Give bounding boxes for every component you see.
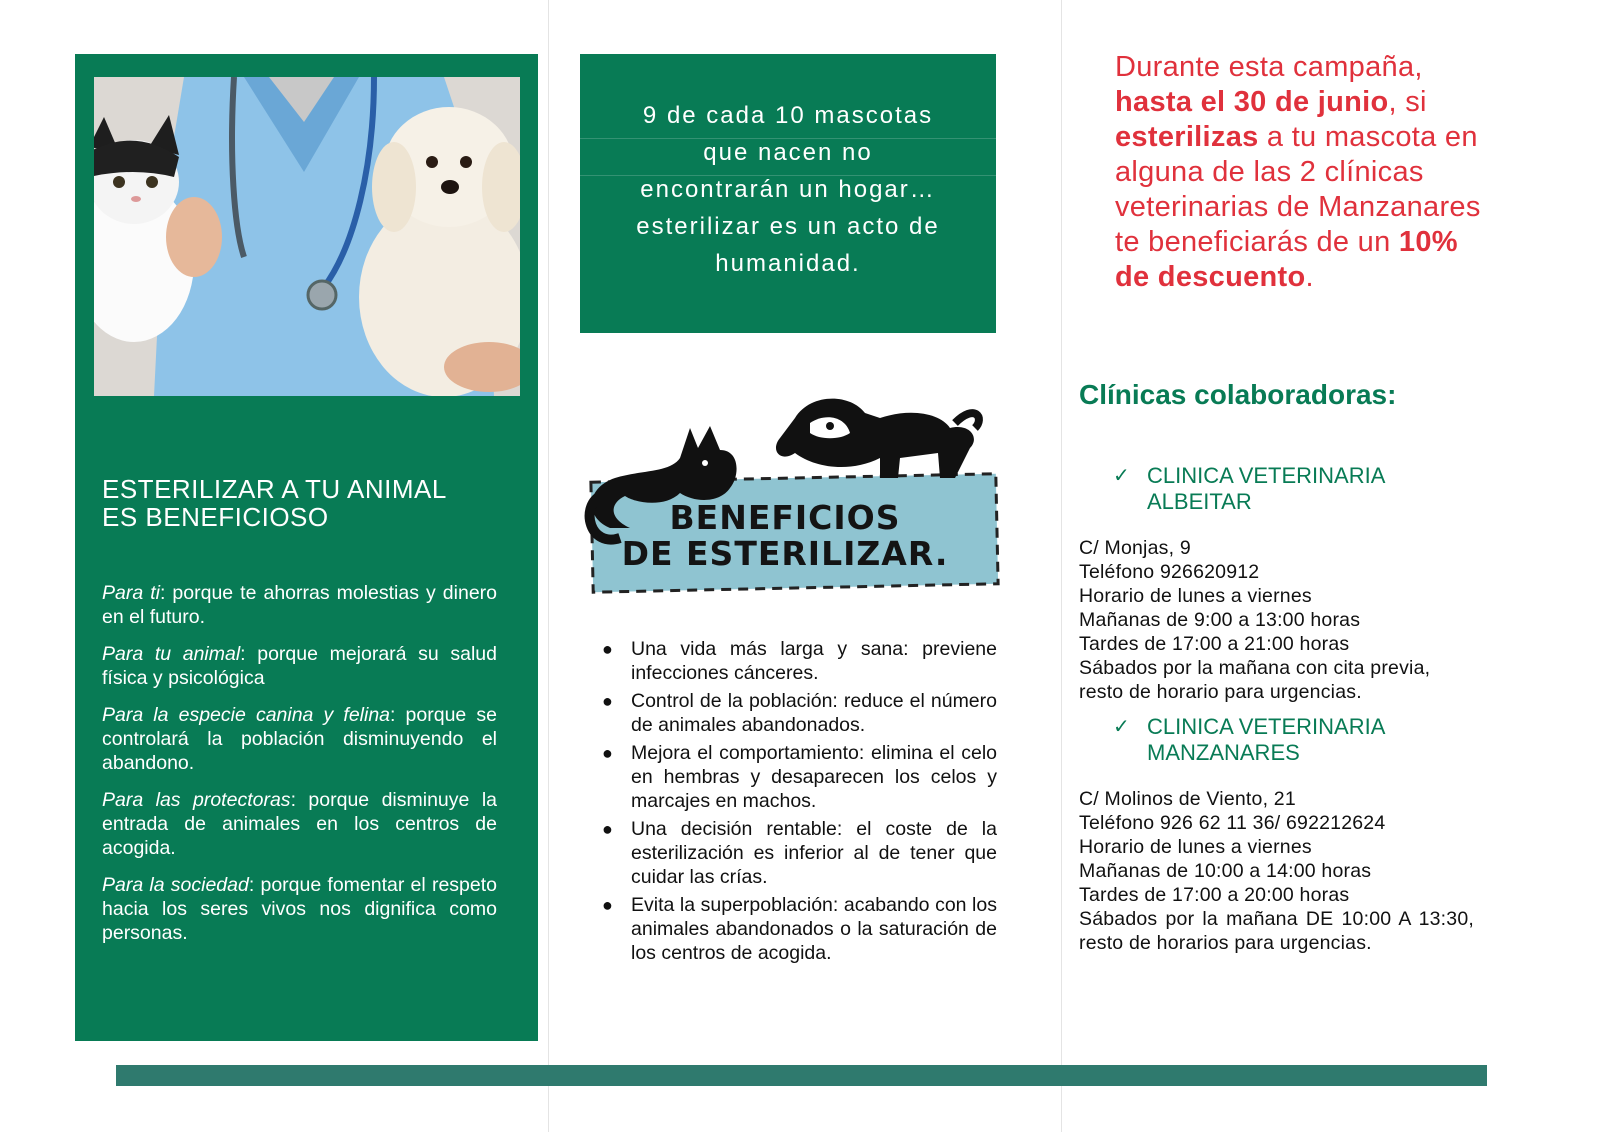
list-item: ● Una vida más larga y sana: previene infecciones cánceres. (602, 638, 997, 684)
quote-line-5: humanidad. (715, 250, 861, 277)
left-benefits (102, 581, 497, 958)
left-heading-line-1: ESTERILIZAR A TU ANIMAL (102, 474, 447, 504)
clinic-info-albeitar (1079, 536, 1474, 704)
clinic-phone: Teléfono 926 62 11 36/ 692212624 (1079, 812, 1386, 834)
list-item: ● Una decisión rentable: el coste de la esterilización es inferior al de tener que cuidar las crías. (602, 818, 997, 888)
clinic-hours-label: Horario de lunes a viernes (1079, 836, 1312, 858)
bullet-icon: ● (602, 639, 613, 659)
clinic-address: C/ Molinos de Viento, 21 (1079, 788, 1296, 810)
benefit-para-la-especie: Para la especie canina y felina: porque se controlará la población disminuyendo el abandono. (102, 704, 497, 774)
bullet-icon: ● (602, 743, 613, 763)
left-heading-line-2: ES BENEFICIOSO (102, 502, 329, 532)
promo-esterilizas: esterilizas (1115, 121, 1259, 153)
graphic-title-line-1: BENEFICIOS (669, 498, 901, 537)
cat-dog-illustration (580, 378, 1005, 608)
bullet-icon: ● (602, 819, 613, 839)
promo-text: Durante esta campaña, hasta el 30 de junio, si esterilizas a tu mascota en alguna de las 2 clínicas veterinarias de Manzanares te beneficiarás de un 10% de descuento. (1115, 51, 1481, 293)
benefits-graphic (580, 378, 1005, 608)
list-item: ● Evita la superpoblación: acabando con los animales abandonados o la saturación de los centros de acogida. (602, 894, 997, 964)
clinic-name-manzanares: ✓ CLINICA VETERINARIA MANZANARES (1113, 714, 1386, 765)
clinic-hours-saturday: Sábados por la mañana DE 10:00 A 13:30, resto de horarios para urgencias. (1079, 908, 1474, 954)
clinics-heading: Clínicas colaboradoras: (1079, 379, 1397, 410)
clinic-hours-afternoon: Tardes de 17:00 a 21:00 horas (1079, 633, 1350, 655)
fold-line-1 (548, 0, 549, 1132)
clinic-name-albeitar: ✓ CLINICA VETERINARIA ALBEITAR (1113, 463, 1386, 514)
clinic-phone: Teléfono 926620912 (1079, 561, 1260, 583)
fold-line-2 (1061, 0, 1062, 1132)
benefit-para-ti: Para ti: porque te ahorras molestias y dinero en el futuro. (102, 582, 498, 628)
check-icon: ✓ (1113, 716, 1130, 738)
promo-deadline: hasta el 30 de junio (1115, 86, 1389, 118)
check-icon: ✓ (1113, 465, 1130, 487)
list-item: ● Control de la población: reduce el número de animales abandonados. (602, 690, 997, 736)
left-panel (75, 54, 538, 1041)
clinic-address: C/ Monjas, 9 (1079, 537, 1191, 559)
clinic-hours-urgencies: resto de horario para urgencias. (1079, 681, 1362, 703)
graphic-title-line-2: DE ESTERILIZAR. (621, 534, 949, 573)
clinic-hours-label: Horario de lunes a viernes (1079, 585, 1312, 607)
list-item: ● Mejora el comportamiento: elimina el celo en hembras y desaparecen los celos y marcajes en machos. (602, 742, 997, 812)
benefit-para-la-sociedad: Para la sociedad: porque fomentar el respeto hacia los seres vivos nos dignifica como personas. (102, 874, 497, 944)
benefits-list (602, 637, 997, 969)
left-heading (102, 475, 497, 531)
bullet-icon: ● (602, 895, 613, 915)
benefit-para-las-protectoras: Para las protectoras: porque disminuye la entrada de animales en los centros de acogida. (102, 789, 497, 859)
vet-illustration (94, 77, 520, 396)
quote-line-2: que nacen no (703, 139, 873, 166)
clinic-info-manzanares (1079, 787, 1474, 955)
benefit-para-tu-animal: Para tu animal: porque mejorará su salud física y psicológica (102, 643, 497, 689)
quote-line-3: encontrarán un hogar… (640, 176, 936, 203)
clinic-hours-saturday: Sábados por la mañana con cita previa, (1079, 657, 1431, 679)
clinic-hours-afternoon: Tardes de 17:00 a 20:00 horas (1079, 884, 1350, 906)
quote-line-4: esterilizar es un acto de (636, 213, 940, 240)
promo-discount: 10% de descuento (1115, 226, 1458, 293)
clinic-hours-morning: Mañanas de 9:00 a 13:00 horas (1079, 609, 1361, 631)
quote-box (580, 54, 996, 333)
bottom-bar (116, 1065, 1487, 1086)
benefits-graphic-title (610, 500, 960, 572)
clinic-hours-morning: Mañanas de 10:00 a 14:00 horas (1079, 860, 1372, 882)
bullet-icon: ● (602, 691, 613, 711)
vet-pets-photo (94, 77, 520, 396)
quote-line-1: 9 de cada 10 mascotas (642, 102, 934, 129)
